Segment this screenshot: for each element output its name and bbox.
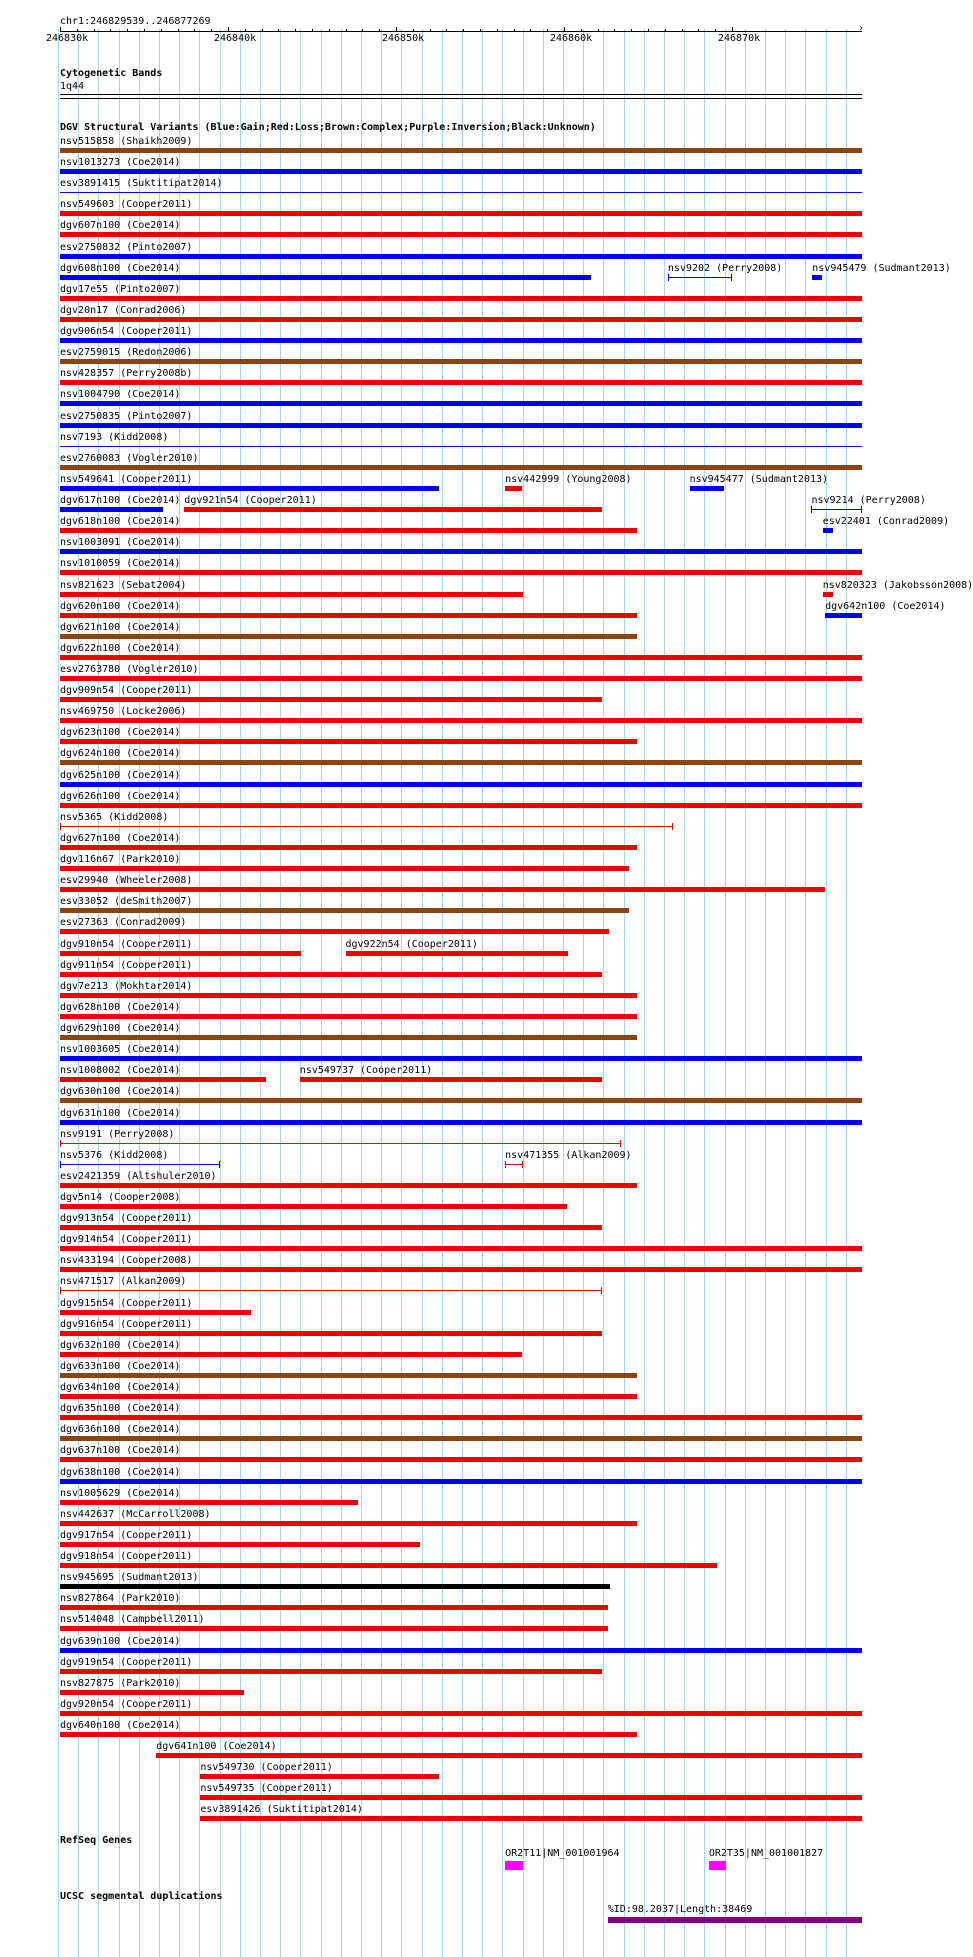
variant-label[interactable]: nsv428357 (Perry2008b) (60, 368, 193, 380)
variant-label[interactable]: nsv827875 (Park2010) (60, 1677, 181, 1689)
variant-feature[interactable] (184, 507, 602, 512)
variant-label[interactable]: esv2750832 (Pinto2007) (60, 241, 193, 253)
variant-feature-thin[interactable] (60, 1164, 220, 1165)
variant-feature[interactable] (60, 739, 637, 744)
ruler-minor-tick (127, 29, 128, 32)
variant-feature[interactable] (60, 380, 862, 385)
variant-label[interactable]: dgv17e55 (Pinto2007) (60, 283, 181, 295)
gene-feature[interactable] (505, 1861, 523, 1870)
variant-label[interactable]: nsv515858 (Shaikh2009) (60, 136, 193, 147)
ruler-minor-tick (598, 29, 599, 32)
variant-label[interactable]: nsv9214 (Perry2008) (811, 495, 926, 507)
ruler-minor-tick (262, 29, 263, 32)
variant-label[interactable]: nsv945477 (Sudmant2013) (689, 473, 829, 485)
variant-feature[interactable] (812, 275, 822, 280)
variant-feature-thin[interactable] (60, 826, 673, 827)
variant-feature[interactable] (60, 887, 825, 892)
variant-feature[interactable] (60, 1331, 602, 1336)
variant-label[interactable]: nsv471355 (Alkan2009) (505, 1149, 632, 1161)
variant-feature[interactable] (505, 486, 522, 491)
variant-label[interactable]: nsv1004790 (Coe2014) (60, 389, 181, 401)
variant-label[interactable]: nsv9191 (Perry2008) (60, 1128, 175, 1140)
variant-label[interactable]: dgv906n54 (Cooper2011) (60, 326, 193, 338)
ruler-minor-tick (77, 29, 78, 32)
variant-end-cap (505, 1161, 506, 1168)
variant-label[interactable]: dgv7e213 (Mokhtar2014) (60, 980, 193, 992)
variant-feature[interactable] (823, 592, 833, 597)
variant-label[interactable]: nsv1010059 (Coe2014) (60, 558, 181, 570)
variant-label[interactable]: dgv918n54 (Cooper2011) (60, 1551, 193, 1563)
variant-label[interactable]: nsv549735 (Cooper2011) (200, 1783, 333, 1795)
ruler-tick-label: 246830k (46, 33, 89, 44)
variant-feature[interactable] (156, 1753, 862, 1758)
variant-feature[interactable] (60, 929, 609, 934)
variant-label[interactable]: dgv629n100 (Coe2014) (60, 1023, 181, 1035)
variant-label[interactable]: nsv1005629 (Coe2014) (60, 1487, 181, 1499)
variant-feature[interactable] (60, 1436, 862, 1441)
variant-label[interactable]: nsv442637 (McCarroll2008) (60, 1508, 211, 1520)
variant-feature[interactable] (60, 613, 637, 618)
variant-label[interactable]: nsv821623 (Sebat2004) (60, 579, 187, 591)
ruler-minor-tick (295, 29, 296, 32)
variant-feature[interactable] (60, 1500, 358, 1505)
variant-label[interactable]: dgv915n54 (Cooper2011) (60, 1297, 193, 1309)
variant-label[interactable]: dgv634n100 (Coe2014) (60, 1382, 181, 1394)
variant-feature[interactable] (60, 296, 862, 301)
variant-feature[interactable] (60, 866, 629, 871)
variant-label[interactable]: nsv7193 (Kidd2008) (60, 431, 169, 443)
variant-feature[interactable] (60, 1267, 862, 1272)
variant-label[interactable]: nsv5376 (Kidd2008) (60, 1149, 169, 1161)
variant-label[interactable]: dgv620n100 (Coe2014) (60, 600, 181, 612)
variant-feature[interactable] (60, 1035, 637, 1040)
variant-label[interactable]: dgv635n100 (Coe2014) (60, 1403, 181, 1415)
ruler-minor-tick (631, 29, 632, 32)
variant-feature[interactable] (60, 169, 862, 174)
variant-label[interactable]: nsv549603 (Cooper2011) (60, 199, 193, 211)
variant-feature[interactable] (60, 1098, 862, 1103)
variant-label[interactable]: dgv628n100 (Coe2014) (60, 1001, 181, 1013)
variant-label[interactable]: dgv913n54 (Cooper2011) (60, 1213, 193, 1225)
ruler-minor-tick (463, 29, 464, 32)
variant-feature[interactable] (60, 317, 862, 322)
variant-label[interactable]: dgv631n100 (Coe2014) (60, 1107, 181, 1119)
variant-feature[interactable] (60, 951, 301, 956)
position-label: chr1:246829539..246877269 (60, 16, 211, 27)
variant-label[interactable]: dgv916n54 (Cooper2011) (60, 1318, 193, 1330)
variant-feature[interactable] (60, 1584, 610, 1589)
ruler-minor-tick (564, 29, 565, 32)
variant-feature[interactable] (300, 1077, 602, 1082)
gene-label[interactable]: OR2T11|NM_001001964 (505, 1848, 620, 1859)
cytoband-line-2 (60, 98, 862, 99)
variant-label[interactable]: dgv608n100 (Coe2014) (60, 262, 181, 274)
variant-label[interactable]: nsv945479 (Sudmant2013) (812, 262, 951, 274)
variant-label[interactable]: dgv607n100 (Coe2014) (60, 220, 181, 232)
ruler-minor-tick (497, 29, 498, 32)
variant-label[interactable]: nsv1013273 (Coe2014) (60, 157, 181, 169)
variant-feature[interactable] (825, 613, 862, 618)
ruler-minor-tick (547, 29, 548, 32)
variant-end-cap (60, 1140, 61, 1147)
variant-feature[interactable] (60, 1732, 637, 1737)
variant-label[interactable]: nsv945695 (Sudmant2013) (60, 1572, 199, 1584)
variant-label[interactable]: nsv1008002 (Coe2014) (60, 1065, 181, 1077)
ruler-minor-tick (110, 29, 111, 32)
ruler-tick-label: 246870k (718, 33, 761, 44)
variant-feature-thin[interactable] (60, 1143, 621, 1144)
variant-label[interactable]: dgv910n54 (Cooper2011) (60, 938, 193, 950)
variant-feature[interactable] (60, 148, 862, 153)
variant-feature[interactable] (60, 1394, 637, 1399)
ruler-minor-tick (480, 29, 481, 32)
variant-label[interactable]: dgv639n100 (Coe2014) (60, 1635, 181, 1647)
variant-label[interactable]: esv2760083 (Vogler2010) (60, 452, 199, 464)
variant-feature[interactable] (200, 1816, 862, 1821)
variant-feature[interactable] (60, 676, 862, 681)
variant-end-cap (668, 274, 669, 281)
variant-feature[interactable] (60, 570, 862, 575)
ruler-tick-label: 246840k (214, 33, 257, 44)
variant-feature[interactable] (60, 1056, 862, 1061)
variant-label[interactable]: dgv20n17 (Conrad2006) (60, 304, 187, 316)
variant-feature[interactable] (60, 803, 862, 808)
ruler-minor-tick (379, 29, 380, 32)
variant-label[interactable]: nsv514048 (Campbell2011) (60, 1614, 205, 1626)
variant-label[interactable]: dgv623n100 (Coe2014) (60, 727, 181, 739)
variant-label[interactable]: dgv640n100 (Coe2014) (60, 1720, 181, 1731)
variant-label[interactable]: dgv630n100 (Coe2014) (60, 1086, 181, 1098)
variant-feature[interactable] (60, 993, 637, 998)
variant-feature[interactable] (690, 486, 724, 491)
ruler-minor-tick (430, 29, 431, 32)
variant-label[interactable]: dgv624n100 (Coe2014) (60, 748, 181, 760)
variant-label[interactable]: nsv1003091 (Coe2014) (60, 537, 181, 549)
variant-feature[interactable] (346, 951, 568, 956)
variant-label[interactable]: dgv627n100 (Coe2014) (60, 832, 181, 844)
ruler-tick-label: 246850k (382, 33, 425, 44)
variant-feature[interactable] (60, 1542, 420, 1547)
variant-feature[interactable] (60, 782, 862, 787)
variant-label[interactable]: dgv5n14 (Cooper2008) (60, 1192, 181, 1203)
variant-label[interactable]: esv2763780 (Vogler2010) (60, 664, 199, 675)
cytoband-track-title: Cytogenetic Bands (60, 68, 163, 79)
variant-feature[interactable] (60, 423, 862, 428)
variant-feature[interactable] (60, 1563, 717, 1568)
ruler-baseline (60, 31, 862, 32)
variant-feature[interactable] (60, 232, 862, 237)
ruler-minor-tick (178, 29, 179, 32)
ruler-minor-tick (446, 29, 447, 32)
variant-label[interactable]: dgv917n54 (Cooper2011) (60, 1529, 193, 1541)
variant-label[interactable]: dgv920n54 (Cooper2011) (60, 1698, 193, 1710)
variant-label[interactable]: esv3891415 (Suktitipat2014) (60, 178, 223, 190)
ruler-minor-tick (228, 29, 229, 32)
ruler-minor-tick (413, 29, 414, 32)
variant-feature[interactable] (60, 972, 602, 977)
variant-label[interactable]: dgv642n100 (Coe2014) (825, 600, 946, 612)
ruler-minor-tick (665, 29, 666, 32)
ruler-minor-tick (698, 29, 699, 32)
variant-label[interactable]: nsv5365 (Kidd2008) (60, 811, 169, 823)
gene-label[interactable]: OR2T35|NM_001001827 (708, 1848, 824, 1859)
variant-label[interactable]: dgv622n100 (Coe2014) (60, 642, 181, 654)
variant-feature-thin[interactable] (811, 509, 862, 510)
variant-label[interactable]: nsv9202 (Perry2008) (667, 262, 783, 274)
variant-label[interactable]: esv2750835 (Pinto2007) (60, 410, 193, 422)
ruler-minor-tick (329, 29, 330, 32)
variant-feature[interactable] (60, 1605, 608, 1610)
dgv-track-title: DGV Structural Variants (Blue:Gain;Red:Loss;Brown:Complex;Purple:Inversion;Black:Unknown) (60, 122, 596, 133)
variant-feature[interactable] (60, 1711, 862, 1716)
ruler-minor-tick (581, 29, 582, 32)
ruler-minor-tick (648, 29, 649, 32)
ruler-minor-tick (346, 29, 347, 32)
gene-feature[interactable] (709, 1861, 726, 1870)
ruler-minor-tick (514, 29, 515, 32)
variant-feature[interactable] (60, 655, 862, 660)
variant-feature[interactable] (60, 507, 163, 512)
variant-end-cap (861, 506, 862, 513)
variant-feature[interactable] (60, 1479, 862, 1484)
variant-feature[interactable] (60, 1310, 251, 1315)
variant-end-cap (522, 1161, 523, 1168)
variant-label[interactable]: nsv433194 (Cooper2008) (60, 1255, 193, 1267)
ruler-minor-tick (161, 29, 162, 32)
variant-feature[interactable] (60, 338, 862, 343)
variant-feature[interactable] (60, 1352, 522, 1357)
variant-end-cap (731, 274, 732, 281)
variant-label[interactable]: dgv909n54 (Cooper2011) (60, 685, 193, 697)
variant-feature[interactable] (60, 254, 862, 259)
variant-label[interactable]: dgv633n100 (Coe2014) (60, 1360, 181, 1372)
variant-feature[interactable] (60, 1626, 608, 1631)
ruler-minor-tick (362, 29, 363, 32)
ruler-minor-tick (94, 29, 95, 32)
variant-feature[interactable] (60, 465, 862, 470)
variant-feature[interactable] (823, 528, 833, 533)
variant-feature[interactable] (60, 275, 591, 280)
variant-end-cap (60, 1287, 61, 1294)
variant-label[interactable]: dgv922n54 (Cooper2011) (345, 938, 478, 950)
variant-feature[interactable] (60, 1648, 862, 1653)
variant-label[interactable]: esv2759015 (Redon2006) (60, 347, 193, 359)
variant-label[interactable]: dgv626n100 (Coe2014) (60, 790, 181, 802)
variant-label[interactable]: dgv914n54 (Cooper2011) (60, 1234, 193, 1246)
variant-feature[interactable] (60, 1669, 602, 1674)
variant-feature[interactable] (60, 1183, 637, 1188)
variant-feature[interactable] (60, 401, 862, 406)
variant-feature[interactable] (60, 1014, 637, 1019)
grid-line (58, 29, 59, 1957)
variant-feature[interactable] (60, 1521, 637, 1526)
ruler-minor-tick (194, 29, 195, 32)
ruler-minor-tick (211, 29, 212, 32)
ruler-minor-tick (682, 29, 683, 32)
variant-feature[interactable] (60, 1690, 244, 1695)
variant-label[interactable]: dgv116n67 (Park2010) (60, 854, 181, 866)
variant-label[interactable]: dgv636n100 (Coe2014) (60, 1424, 181, 1436)
ruler-minor-tick (312, 29, 313, 32)
variant-feature[interactable] (60, 592, 523, 597)
variant-label[interactable]: dgv911n54 (Cooper2011) (60, 959, 193, 971)
variant-label[interactable]: esv2421359 (Altshuler2010) (60, 1170, 217, 1182)
variant-label[interactable]: dgv919n54 (Cooper2011) (60, 1656, 193, 1668)
ruler-minor-tick (245, 29, 246, 32)
variant-label[interactable]: nsv820323 (Jakobsson2008) (822, 579, 973, 591)
variant-feature[interactable] (60, 1246, 862, 1251)
ruler-minor-tick (530, 29, 531, 32)
variant-label[interactable]: dgv637n100 (Coe2014) (60, 1445, 181, 1457)
ruler-minor-tick (278, 29, 279, 32)
ruler-major-tick (732, 27, 733, 32)
variant-label[interactable]: nsv469750 (Locke2006) (60, 706, 187, 718)
variant-end-cap (219, 1161, 220, 1168)
variant-label[interactable]: dgv641n100 (Coe2014) (156, 1741, 277, 1753)
variant-feature[interactable] (60, 718, 862, 723)
variant-label[interactable]: nsv549641 (Cooper2011) (60, 473, 193, 485)
variant-feature[interactable] (60, 697, 602, 702)
variant-label[interactable]: esv33052 (deSmith2007) (60, 896, 193, 908)
ruler-right-arrow-icon: › (858, 23, 865, 34)
variant-feature[interactable] (60, 845, 637, 850)
variant-feature[interactable] (60, 760, 862, 765)
segdup-track-title: UCSC segmental duplications (60, 1891, 223, 1902)
variant-label[interactable]: dgv621n100 (Coe2014) (60, 621, 181, 633)
variant-end-cap (60, 1161, 61, 1168)
variant-label[interactable]: dgv618n100 (Coe2014) (60, 516, 181, 528)
variant-label[interactable]: dgv625n100 (Coe2014) (60, 769, 181, 781)
variant-feature-thin[interactable] (60, 446, 862, 447)
variant-label[interactable]: nsv442999 (Young2008) (505, 473, 632, 485)
variant-end-cap (620, 1140, 621, 1147)
ruler-minor-tick (60, 29, 61, 32)
variant-label[interactable]: nsv827864 (Park2010) (60, 1593, 181, 1605)
variant-label[interactable]: nsv549730 (Cooper2011) (200, 1762, 333, 1774)
variant-end-cap (672, 823, 673, 830)
variant-label[interactable]: esv27363 (Conrad2009) (60, 917, 187, 929)
ruler-tick-label: 246860k (550, 33, 593, 44)
ruler-minor-tick (144, 29, 145, 32)
variant-feature[interactable] (60, 1120, 862, 1125)
variant-feature[interactable] (60, 1077, 266, 1082)
variant-feature[interactable] (60, 908, 629, 913)
variant-label[interactable]: esv22401 (Conrad2009) (822, 516, 950, 528)
variant-feature[interactable] (60, 1204, 567, 1209)
variant-feature[interactable] (60, 211, 862, 216)
variant-label[interactable]: dgv921n54 (Cooper2011) (184, 495, 317, 507)
variant-feature[interactable] (60, 634, 637, 639)
variant-feature[interactable] (60, 359, 862, 364)
variant-feature-thin[interactable] (60, 1290, 602, 1291)
refseq-track-title: RefSeq Genes (60, 1835, 133, 1846)
variant-feature[interactable] (60, 1373, 637, 1378)
variant-end-cap (811, 506, 812, 513)
cytoband-name: 1q44 (60, 81, 85, 92)
variant-feature[interactable] (60, 528, 637, 533)
variant-feature[interactable] (60, 1225, 602, 1230)
segdup-label[interactable]: %ID:98.2037|Length:38469 (607, 1904, 753, 1915)
variant-label[interactable]: dgv638n100 (Coe2014) (60, 1466, 181, 1478)
ruler-minor-tick (715, 29, 716, 32)
ruler-minor-tick (614, 29, 615, 32)
variant-feature-thin[interactable] (505, 1164, 523, 1165)
variant-label[interactable]: nsv1003605 (Coe2014) (60, 1044, 181, 1056)
ruler-minor-tick (396, 29, 397, 32)
variant-feature[interactable] (60, 486, 439, 491)
variant-label[interactable]: dgv632n100 (Coe2014) (60, 1339, 181, 1351)
variant-feature-thin[interactable] (668, 277, 732, 278)
variant-feature[interactable] (60, 549, 862, 554)
variant-feature[interactable] (200, 1774, 439, 1779)
variant-feature[interactable] (60, 1415, 862, 1420)
variant-feature[interactable] (200, 1795, 862, 1800)
variant-label[interactable]: nsv471517 (Alkan2009) (60, 1276, 187, 1288)
variant-label[interactable]: dgv617n100 (Coe2014) (60, 495, 181, 507)
segdup-feature[interactable] (608, 1917, 862, 1923)
variant-label[interactable]: esv3891426 (Suktitipat2014) (200, 1804, 363, 1816)
variant-label[interactable]: esv29940 (Wheeler2008) (60, 875, 193, 887)
variant-feature-thin[interactable] (60, 192, 862, 193)
variant-end-cap (601, 1287, 602, 1294)
variant-label[interactable]: nsv549737 (Cooper2011) (299, 1065, 433, 1077)
variant-feature[interactable] (60, 1457, 862, 1462)
variant-end-cap (60, 823, 61, 830)
cytoband-line-1 (60, 94, 862, 95)
